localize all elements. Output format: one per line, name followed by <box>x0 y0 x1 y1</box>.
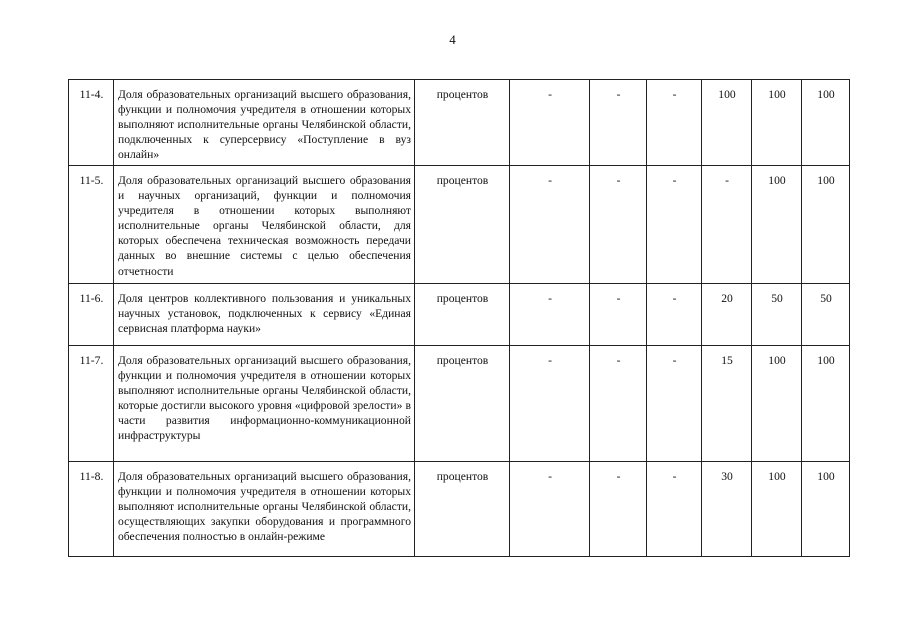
unit-cell: процентов <box>415 284 510 346</box>
page-number: 4 <box>449 32 456 47</box>
value-cell: - <box>647 80 702 166</box>
indicator-name: Доля образовательных организаций высшего образования и научных организаций, функции и полномочия учредителя в отношении которых выполняют исполнительные органы Челябинской области, для которых обеспечена техническая возможность передачи данных во внешние системы с целью обеспечения отчетности <box>114 166 415 284</box>
table-row <box>69 166 850 284</box>
table-row <box>69 346 850 462</box>
value-cell: - <box>647 166 702 284</box>
value-cell: 100 <box>802 80 850 166</box>
value-cell: 30 <box>702 462 752 557</box>
value-cell: - <box>647 462 702 557</box>
value-cell: 100 <box>802 166 850 284</box>
value-cell: - <box>590 346 647 462</box>
value-cell: - <box>510 462 590 557</box>
unit-cell: процентов <box>415 166 510 284</box>
value-cell: - <box>590 462 647 557</box>
table-row <box>69 284 850 346</box>
unit-cell: процентов <box>415 462 510 557</box>
row-number: 11-7. <box>69 346 114 462</box>
table-row <box>69 80 850 166</box>
unit-cell: процентов <box>415 80 510 166</box>
row-number: 11-5. <box>69 166 114 284</box>
value-cell: - <box>647 346 702 462</box>
value-cell: 100 <box>802 462 850 557</box>
row-number: 11-6. <box>69 284 114 346</box>
value-cell: 20 <box>702 284 752 346</box>
value-cell: - <box>647 284 702 346</box>
value-cell: 50 <box>802 284 850 346</box>
table-row <box>69 462 850 557</box>
indicator-name: Доля образовательных организаций высшего образования, функции и полномочия учредителя в отношении которых выполняют исполнительные органы Челябинской области, подключенных к суперсервису «Поступление в вуз онлайн» <box>114 80 415 166</box>
value-cell: 100 <box>702 80 752 166</box>
indicator-name: Доля образовательных организаций высшего образования, функции и полномочия учредителя в отношении которых выполняют исполнительные органы Челябинской области, которые достигли высокого уровня «цифровой зрелости» в части развития информационно-коммуникационной инфраструктуры <box>114 346 415 462</box>
value-cell: - <box>590 166 647 284</box>
value-cell: - <box>510 80 590 166</box>
value-cell: 100 <box>752 462 802 557</box>
value-cell: - <box>702 166 752 284</box>
unit-cell: процентов <box>415 346 510 462</box>
value-cell: 50 <box>752 284 802 346</box>
value-cell: 100 <box>752 166 802 284</box>
indicators-table <box>68 79 850 557</box>
row-number: 11-4. <box>69 80 114 166</box>
value-cell: - <box>510 346 590 462</box>
value-cell: 100 <box>802 346 850 462</box>
value-cell: - <box>590 80 647 166</box>
row-number: 11-8. <box>69 462 114 557</box>
indicator-name: Доля образовательных организаций высшего образования, функции и полномочия учредителя в отношении которых выполняют исполнительные органы Челябинской области, осуществляющих закупки оборудования и программного обеспечения полностью в онлайн-режиме <box>114 462 415 557</box>
table-body <box>69 80 850 557</box>
value-cell: - <box>510 284 590 346</box>
indicator-name: Доля центров коллективного пользования и уникальных научных установок, подключенных к сервису «Единая сервисная платформа науки» <box>114 284 415 346</box>
value-cell: - <box>510 166 590 284</box>
value-cell: - <box>590 284 647 346</box>
value-cell: 100 <box>752 80 802 166</box>
value-cell: 100 <box>752 346 802 462</box>
value-cell: 15 <box>702 346 752 462</box>
